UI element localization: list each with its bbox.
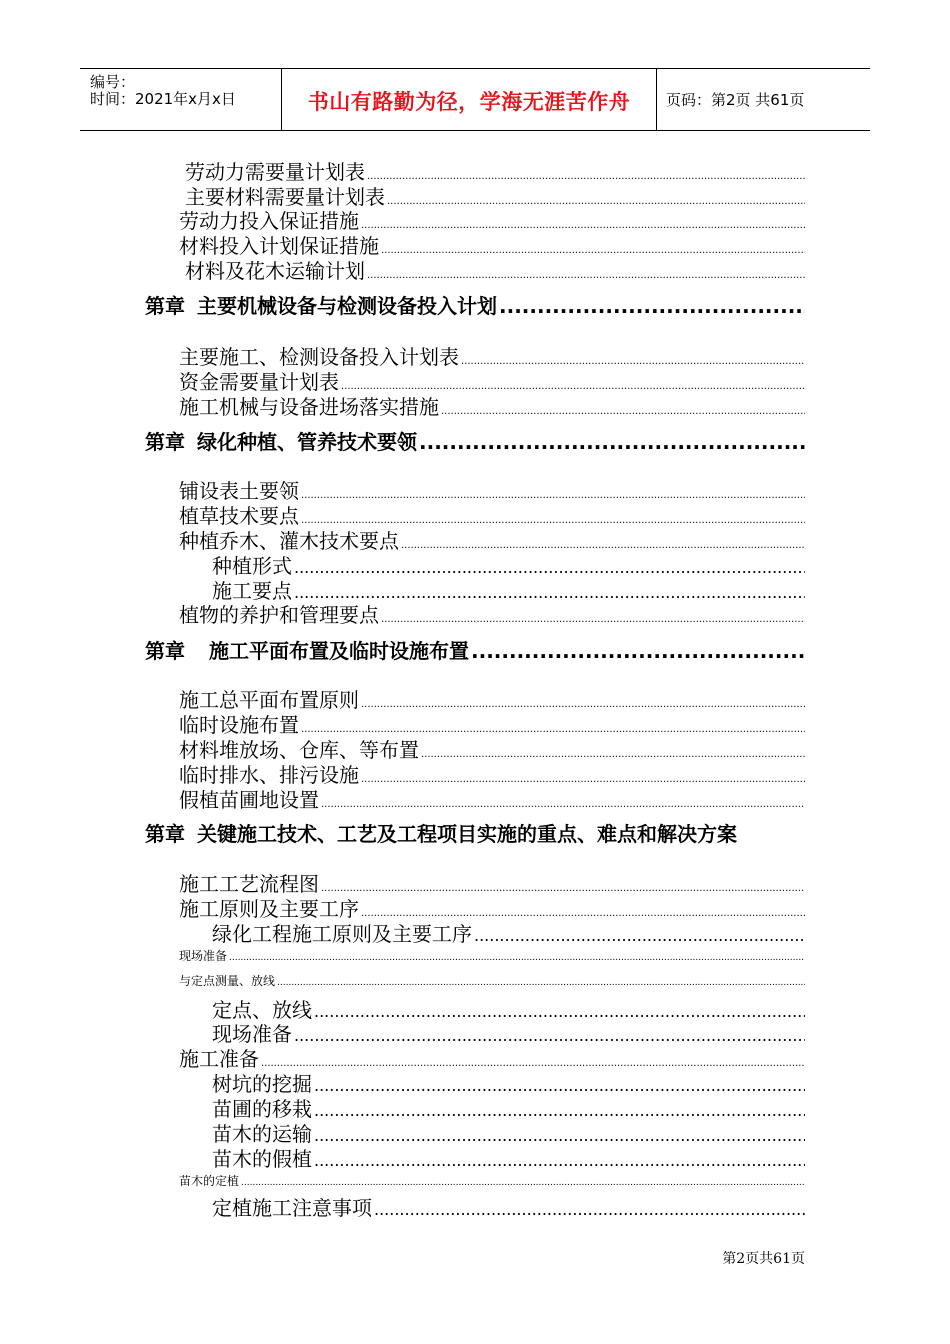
toc-item[interactable]: 临时设施布置 .....	[179, 709, 805, 738]
page-header	[80, 68, 870, 131]
toc-item[interactable]: 主要材料需要量计划表 .....	[185, 181, 805, 210]
toc-subitem[interactable]: 苗木的假植 .....	[212, 1143, 805, 1172]
time-label: 时间：2021年x月x日	[90, 90, 236, 108]
toc-subitem[interactable]: 苗圃的移栽 .....	[212, 1093, 805, 1122]
toc-item[interactable]: 临时排水、排污设施 .....	[179, 759, 805, 788]
toc-item-small[interactable]: 现场准备 .....	[179, 947, 805, 964]
toc-item[interactable]: 施工准备 .....	[179, 1043, 805, 1072]
toc-item[interactable]: 资金需要量计划表 .....	[179, 366, 805, 395]
toc-chapter[interactable]: 第章 绿化种植、管养技术要领 .....	[145, 426, 805, 455]
motto-text: 书山有路勤为径，学海无涯苦作舟	[307, 90, 631, 114]
toc-item[interactable]: 施工机械与设备进场落实措施 .....	[179, 391, 805, 420]
toc-item[interactable]: 种植乔木、灌木技术要点 .....	[179, 525, 805, 554]
toc-item-small[interactable]: 与定点测量、放线 .....	[179, 972, 805, 989]
page-footer: 第2页共61页	[722, 1251, 805, 1267]
toc-subitem[interactable]: 定植施工注意事项 .....	[212, 1192, 805, 1221]
toc-item[interactable]: 铺设表土要领 .....	[179, 475, 805, 504]
toc-item[interactable]: 施工工艺流程图 .....	[179, 868, 805, 897]
toc-item[interactable]: 材料及花木运输计划 .....	[185, 255, 805, 284]
header-meta	[80, 69, 281, 130]
toc-item-small[interactable]: 苗木的定植 .....	[179, 1172, 805, 1189]
page-label: 页码：第2页 共61页	[666, 91, 805, 109]
header-page-cell	[656, 69, 870, 130]
toc-item[interactable]: 植草技术要点 .....	[179, 500, 805, 529]
toc-subitem[interactable]: 定点、放线 .....	[212, 994, 805, 1023]
toc-chapter[interactable]: 第章 主要机械设备与检测设备投入计划 .....	[145, 290, 805, 319]
header-motto-cell	[281, 69, 657, 130]
toc-item[interactable]: 材料堆放场、仓库、等布置 .....	[179, 734, 805, 763]
toc-chapter[interactable]: 第章 施工平面布置及临时设施布置 .....	[145, 635, 805, 664]
toc-subitem[interactable]: 绿化工程施工原则及主要工序 .....	[212, 918, 805, 947]
toc-subitem[interactable]: 苗木的运输 .....	[212, 1118, 805, 1147]
toc-item[interactable]: 假植苗圃地设置 .....	[179, 784, 805, 813]
toc-item[interactable]: 劳动力需要量计划表 .....	[185, 156, 805, 185]
toc-item[interactable]: 劳动力投入保证措施 .....	[179, 205, 805, 234]
toc-subitem[interactable]: 现场准备 .....	[212, 1018, 805, 1047]
toc-item[interactable]: 材料投入计划保证措施 .....	[179, 230, 805, 259]
number-label: 编号：	[90, 73, 136, 91]
toc-item[interactable]: 施工原则及主要工序 .....	[179, 893, 805, 922]
toc-subitem[interactable]: 树坑的挖掘 .....	[212, 1068, 805, 1097]
toc-item[interactable]: 植物的养护和管理要点 .....	[179, 599, 805, 628]
toc-item[interactable]: 主要施工、检测设备投入计划表 .....	[179, 341, 805, 370]
toc-subitem[interactable]: 施工要点 .....	[212, 575, 805, 604]
toc-subitem[interactable]: 种植形式 .....	[212, 550, 805, 579]
toc-chapter[interactable]: 第章 关键施工技术、工艺及工程项目实施的重点、难点和解决方案	[145, 822, 737, 846]
toc-item[interactable]: 施工总平面布置原则 .....	[179, 684, 805, 713]
